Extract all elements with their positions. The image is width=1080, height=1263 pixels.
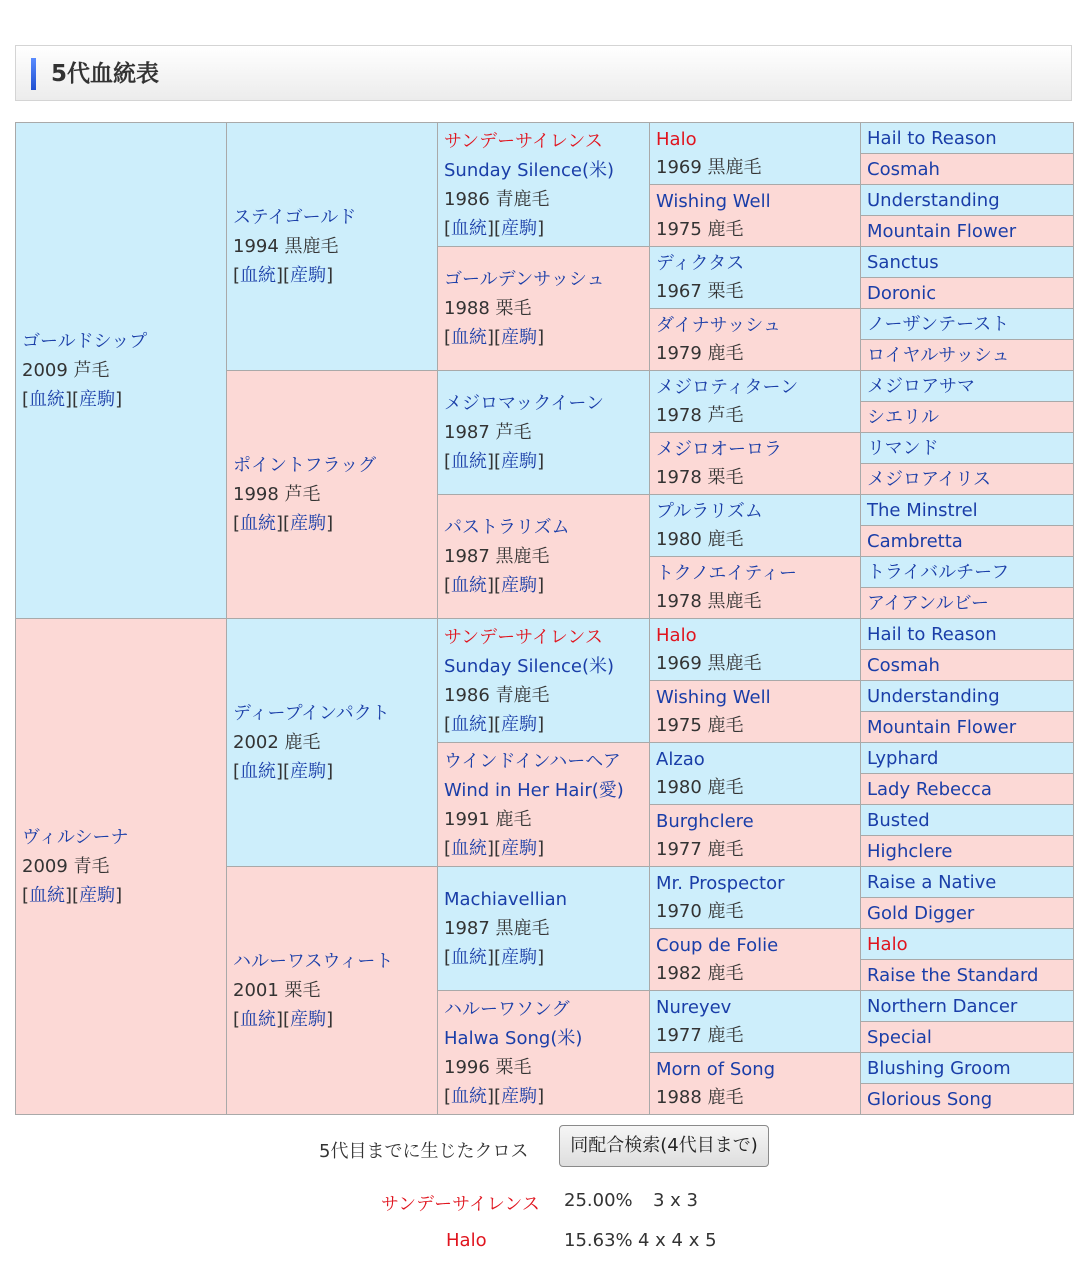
pedigree-link[interactable]: 血統 xyxy=(240,761,277,782)
horse-name[interactable]: Halo xyxy=(867,933,908,955)
horse-name[interactable]: Highclere xyxy=(867,840,953,862)
horse-links: [血統][産駒] xyxy=(233,761,334,782)
gen4-ancestor-cell xyxy=(650,681,861,743)
horse-year-color: 1982 鹿毛 xyxy=(656,962,744,984)
horse-name[interactable]: Raise the Standard xyxy=(867,964,1039,986)
horse-name[interactable]: Machiavellian xyxy=(444,889,568,910)
gen5-ancestor-cell xyxy=(861,867,1074,898)
horse-year-color: 1978 栗毛 xyxy=(656,466,744,488)
horse-name[interactable]: Wishing Well xyxy=(656,190,771,212)
horse-year-color: 1987 芦毛 xyxy=(444,422,532,443)
horse-alt-name[interactable]: Sunday Silence(米) xyxy=(444,655,614,677)
gen5-ancestor-cell xyxy=(861,619,1074,650)
horse-links: [血統][産駒] xyxy=(444,327,545,348)
gen1-ancestor-cell xyxy=(16,123,227,619)
horse-name[interactable]: Blushing Groom xyxy=(867,1057,1011,1079)
horse-links: [血統][産駒] xyxy=(444,575,545,596)
horse-year-color: 1978 芦毛 xyxy=(656,404,744,426)
cross-horse-name[interactable]: サンデーサイレンス xyxy=(381,1194,540,1215)
horse-name[interactable]: サンデーサイレンス xyxy=(444,626,603,648)
pedigree-row xyxy=(16,619,1074,650)
horse-links: [血統][産駒] xyxy=(233,1009,334,1030)
pedigree-link[interactable]: 血統 xyxy=(451,947,488,968)
horse-name[interactable]: ハルーワスウィート xyxy=(233,951,394,972)
horse-name[interactable]: Busted xyxy=(867,809,930,831)
horse-year-color: 1987 黒鹿毛 xyxy=(444,918,550,939)
gen4-ancestor-cell xyxy=(650,309,861,371)
progeny-link[interactable]: 産駒 xyxy=(501,451,538,472)
progeny-link[interactable]: 産駒 xyxy=(501,837,538,859)
horse-year-color: 1980 鹿毛 xyxy=(656,776,744,798)
gen4-ancestor-cell xyxy=(650,495,861,557)
pedigree-link[interactable]: 血統 xyxy=(451,575,488,596)
horse-name[interactable]: メジロオーロラ xyxy=(656,438,782,460)
horse-year-color: 1991 鹿毛 xyxy=(444,808,532,830)
gen5-ancestor-cell xyxy=(861,123,1074,154)
horse-name[interactable]: Lady Rebecca xyxy=(867,778,992,800)
progeny-link[interactable]: 産駒 xyxy=(501,217,538,239)
horse-name[interactable]: Wishing Well xyxy=(656,686,771,708)
horse-name[interactable]: Cambretta xyxy=(867,530,963,552)
gen4-ancestor-cell xyxy=(650,123,861,185)
cross-pattern: 4 x 4 x 5 xyxy=(638,1230,717,1251)
gen3-ancestor-cell xyxy=(438,123,650,247)
horse-year-color: 1998 芦毛 xyxy=(233,484,321,505)
progeny-link[interactable]: 産駒 xyxy=(79,389,116,410)
horse-name[interactable]: Understanding xyxy=(867,685,1000,707)
gen5-ancestor-cell xyxy=(861,1053,1074,1084)
pedigree-link[interactable]: 血統 xyxy=(29,885,66,906)
horse-alt-name[interactable]: Wind in Her Hair(愛) xyxy=(444,779,624,801)
horse-year-color: 1978 黒鹿毛 xyxy=(656,590,762,612)
horse-year-color: 1967 栗毛 xyxy=(656,280,744,302)
horse-name[interactable]: Burghclere xyxy=(656,810,754,832)
horse-links: [血統][産駒] xyxy=(444,1085,545,1107)
horse-links: [血統][産駒] xyxy=(233,513,334,534)
horse-name[interactable]: Glorious Song xyxy=(867,1088,993,1110)
cross-pattern: 3 x 3 xyxy=(653,1190,698,1211)
section-header xyxy=(15,45,1072,101)
horse-name[interactable]: Gold Digger xyxy=(867,902,975,924)
horse-year-color: 1975 鹿毛 xyxy=(656,218,744,240)
gen4-ancestor-cell xyxy=(650,867,861,929)
gen5-ancestor-cell xyxy=(861,836,1074,867)
progeny-link[interactable]: 産駒 xyxy=(290,761,327,782)
horse-name[interactable]: パストラリズム xyxy=(444,517,570,538)
horse-name[interactable]: Understanding xyxy=(867,189,1000,211)
gen5-ancestor-cell xyxy=(861,805,1074,836)
progeny-link[interactable]: 産駒 xyxy=(290,265,327,286)
horse-name[interactable]: サンデーサイレンス xyxy=(444,130,603,152)
horse-name[interactable]: Halo xyxy=(656,128,697,150)
horse-name[interactable]: Hail to Reason xyxy=(867,127,997,149)
gen1-ancestor-cell xyxy=(16,619,227,1115)
horse-name[interactable]: ノーザンテースト xyxy=(867,313,1010,335)
gen5-ancestor-cell xyxy=(861,216,1074,247)
gen5-ancestor-cell xyxy=(861,1022,1074,1053)
gen5-ancestor-cell xyxy=(861,309,1074,340)
horse-name[interactable]: Nureyev xyxy=(656,996,732,1018)
horse-alt-name[interactable]: Halwa Song(米) xyxy=(444,1027,583,1049)
cross-horse-name[interactable]: Halo xyxy=(446,1230,487,1251)
gen3-ancestor-cell xyxy=(438,371,650,495)
horse-name[interactable]: ステイゴールド xyxy=(233,207,357,228)
cross-percentage: 15.63% xyxy=(564,1230,633,1251)
gen3-ancestor-cell xyxy=(438,867,650,991)
gen4-ancestor-cell xyxy=(650,991,861,1053)
horse-name[interactable]: メジロティターン xyxy=(656,376,799,398)
gen5-ancestor-cell xyxy=(861,898,1074,929)
horse-name[interactable]: Mr. Prospector xyxy=(656,872,785,894)
horse-name[interactable]: Raise a Native xyxy=(867,871,997,893)
horse-year-color: 1970 鹿毛 xyxy=(656,900,744,922)
horse-links: [血統][産駒] xyxy=(444,217,545,239)
gen2-ancestor-cell xyxy=(227,867,438,1115)
horse-year-color: 1988 栗毛 xyxy=(444,298,532,319)
gen5-ancestor-cell xyxy=(861,960,1074,991)
horse-year-color: 1996 栗毛 xyxy=(444,1056,532,1078)
gen5-ancestor-cell xyxy=(861,402,1074,433)
cross-label: 5代目までに生じたクロス xyxy=(319,1141,529,1162)
gen5-ancestor-cell xyxy=(861,340,1074,371)
gen3-ancestor-cell xyxy=(438,247,650,371)
gen5-ancestor-cell xyxy=(861,650,1074,681)
horse-name[interactable]: Cosmah xyxy=(867,654,940,676)
progeny-link[interactable]: 産駒 xyxy=(501,713,538,735)
gen4-ancestor-cell xyxy=(650,433,861,495)
pedigree-link[interactable]: 血統 xyxy=(451,837,488,859)
gen4-ancestor-cell xyxy=(650,929,861,991)
gen5-ancestor-cell xyxy=(861,712,1074,743)
header-accent-bar xyxy=(31,58,36,90)
horse-name[interactable]: ウインドインハーヘア xyxy=(444,750,621,772)
horse-year-color: 1975 鹿毛 xyxy=(656,714,744,736)
pedigree-link[interactable]: 血統 xyxy=(451,713,488,735)
horse-links: [血統][産駒] xyxy=(22,389,123,410)
horse-name[interactable]: Mountain Flower xyxy=(867,716,1017,738)
horse-name[interactable]: メジロアイリス xyxy=(867,468,992,490)
gen5-ancestor-cell xyxy=(861,495,1074,526)
horse-name[interactable]: Alzao xyxy=(656,748,705,770)
horse-name[interactable]: Sanctus xyxy=(867,251,939,273)
gen5-ancestor-cell xyxy=(861,681,1074,712)
gen5-ancestor-cell xyxy=(861,526,1074,557)
horse-name[interactable]: トライバルチーフ xyxy=(867,561,1010,583)
horse-year-color: 1986 青鹿毛 xyxy=(444,684,550,706)
horse-year-color: 2002 鹿毛 xyxy=(233,732,321,753)
horse-name[interactable]: Doronic xyxy=(867,282,937,304)
horse-name[interactable]: アイアンルビー xyxy=(867,592,989,614)
horse-name[interactable]: Halo xyxy=(656,624,697,646)
horse-year-color: 1987 黒鹿毛 xyxy=(444,546,550,567)
gen5-ancestor-cell xyxy=(861,991,1074,1022)
horse-name[interactable]: Northern Dancer xyxy=(867,995,1018,1017)
gen5-ancestor-cell xyxy=(861,557,1074,588)
horse-name[interactable]: メジロアサマ xyxy=(867,375,975,397)
gen5-ancestor-cell xyxy=(861,247,1074,278)
horse-year-color: 1977 鹿毛 xyxy=(656,838,744,860)
horse-links: [血統][産駒] xyxy=(233,265,334,286)
gen4-ancestor-cell xyxy=(650,185,861,247)
gen5-ancestor-cell xyxy=(861,929,1074,960)
horse-name[interactable]: ゴールドシップ xyxy=(22,331,148,352)
gen3-ancestor-cell xyxy=(438,991,650,1115)
horse-name[interactable]: プルラリズム xyxy=(656,500,763,522)
gen5-ancestor-cell xyxy=(861,433,1074,464)
horse-links: [血統][産駒] xyxy=(444,837,545,859)
gen5-ancestor-cell xyxy=(861,774,1074,805)
progeny-link[interactable]: 産駒 xyxy=(79,885,116,906)
gen5-ancestor-cell xyxy=(861,1084,1074,1115)
gen5-ancestor-cell xyxy=(861,371,1074,402)
horse-year-color: 1988 鹿毛 xyxy=(656,1086,744,1108)
horse-year-color: 1969 黒鹿毛 xyxy=(656,156,762,178)
gen4-ancestor-cell xyxy=(650,371,861,433)
horse-year-color: 1969 黒鹿毛 xyxy=(656,652,762,674)
horse-links: [血統][産駒] xyxy=(444,713,545,735)
horse-year-color: 2001 栗毛 xyxy=(233,980,321,1001)
horse-name[interactable]: Cosmah xyxy=(867,158,940,180)
gen2-ancestor-cell xyxy=(227,371,438,619)
progeny-link[interactable]: 産駒 xyxy=(501,327,538,348)
horse-alt-name[interactable]: Sunday Silence(米) xyxy=(444,159,614,181)
progeny-link[interactable]: 産駒 xyxy=(501,575,538,596)
gen4-ancestor-cell xyxy=(650,247,861,309)
gen5-ancestor-cell xyxy=(861,743,1074,774)
pedigree-link[interactable]: 血統 xyxy=(451,451,488,472)
gen5-ancestor-cell xyxy=(861,464,1074,495)
horse-name[interactable]: ディープインパクト xyxy=(233,703,390,724)
horse-name[interactable]: Coup de Folie xyxy=(656,934,779,956)
gen3-ancestor-cell xyxy=(438,619,650,743)
pedigree-table xyxy=(15,122,1074,1115)
horse-name[interactable]: ゴールデンサッシュ xyxy=(444,269,605,290)
progeny-link[interactable]: 産駒 xyxy=(501,947,538,968)
horse-year-color: 1994 黒鹿毛 xyxy=(233,236,339,257)
pedigree-link[interactable]: 血統 xyxy=(240,1009,277,1030)
pedigree-link[interactable]: 血統 xyxy=(240,265,277,286)
pedigree-link[interactable]: 血統 xyxy=(451,327,488,348)
horse-name[interactable]: ヴィルシーナ xyxy=(22,827,129,848)
horse-name[interactable]: ポイントフラッグ xyxy=(233,455,377,476)
pedigree-link[interactable]: 血統 xyxy=(451,217,488,239)
horse-name[interactable]: Special xyxy=(867,1026,932,1048)
cross-percentage: 25.00% xyxy=(564,1190,633,1211)
gen4-ancestor-cell xyxy=(650,619,861,681)
horse-name[interactable]: Hail to Reason xyxy=(867,623,997,645)
horse-year-color: 1979 鹿毛 xyxy=(656,342,744,364)
pedigree-link[interactable]: 血統 xyxy=(29,389,66,410)
horse-year-color: 1986 青鹿毛 xyxy=(444,188,550,210)
horse-name[interactable]: Mountain Flower xyxy=(867,220,1017,242)
horse-name[interactable]: トクノエイティー xyxy=(656,562,797,584)
horse-links: [血統][産駒] xyxy=(444,947,545,968)
gen4-ancestor-cell xyxy=(650,557,861,619)
gen4-ancestor-cell xyxy=(650,1053,861,1115)
gen2-ancestor-cell xyxy=(227,619,438,867)
progeny-link[interactable]: 産駒 xyxy=(501,1085,538,1107)
gen4-ancestor-cell xyxy=(650,743,861,805)
horse-name[interactable]: Morn of Song xyxy=(656,1058,776,1080)
gen3-ancestor-cell xyxy=(438,495,650,619)
horse-name[interactable]: ロイヤルサッシュ xyxy=(867,344,1010,366)
gen5-ancestor-cell xyxy=(861,588,1074,619)
gen5-ancestor-cell xyxy=(861,185,1074,216)
horse-year-color: 1980 鹿毛 xyxy=(656,528,744,550)
horse-name[interactable]: Lyphard xyxy=(867,747,939,769)
gen3-ancestor-cell xyxy=(438,743,650,867)
progeny-link[interactable]: 産駒 xyxy=(290,1009,327,1030)
same-mating-search-button[interactable]: 同配合検索(4代目まで) xyxy=(559,1125,769,1167)
pedigree-link[interactable]: 血統 xyxy=(451,1085,488,1107)
horse-name[interactable]: リマンド xyxy=(867,437,939,459)
horse-year-color: 1977 鹿毛 xyxy=(656,1024,744,1046)
horse-name[interactable]: ダイナサッシュ xyxy=(656,314,781,336)
gen5-ancestor-cell xyxy=(861,154,1074,185)
gen2-ancestor-cell xyxy=(227,123,438,371)
horse-name[interactable]: ハルーワソング xyxy=(444,998,570,1020)
gen5-ancestor-cell xyxy=(861,278,1074,309)
gen4-ancestor-cell xyxy=(650,805,861,867)
pedigree-link[interactable]: 血統 xyxy=(240,513,277,534)
page-title: 5代血統表 xyxy=(51,61,160,87)
horse-year-color: 2009 青毛 xyxy=(22,856,110,877)
horse-name[interactable]: メジロマックイーン xyxy=(444,393,605,414)
horse-links: [血統][産駒] xyxy=(444,451,545,472)
horse-name[interactable]: The Minstrel xyxy=(867,499,978,521)
pedigree-row xyxy=(16,123,1074,154)
progeny-link[interactable]: 産駒 xyxy=(290,513,327,534)
horse-name[interactable]: シエリル xyxy=(867,406,939,428)
horse-name[interactable]: ディクタス xyxy=(656,252,745,274)
horse-year-color: 2009 芦毛 xyxy=(22,360,110,381)
horse-links: [血統][産駒] xyxy=(22,885,123,906)
